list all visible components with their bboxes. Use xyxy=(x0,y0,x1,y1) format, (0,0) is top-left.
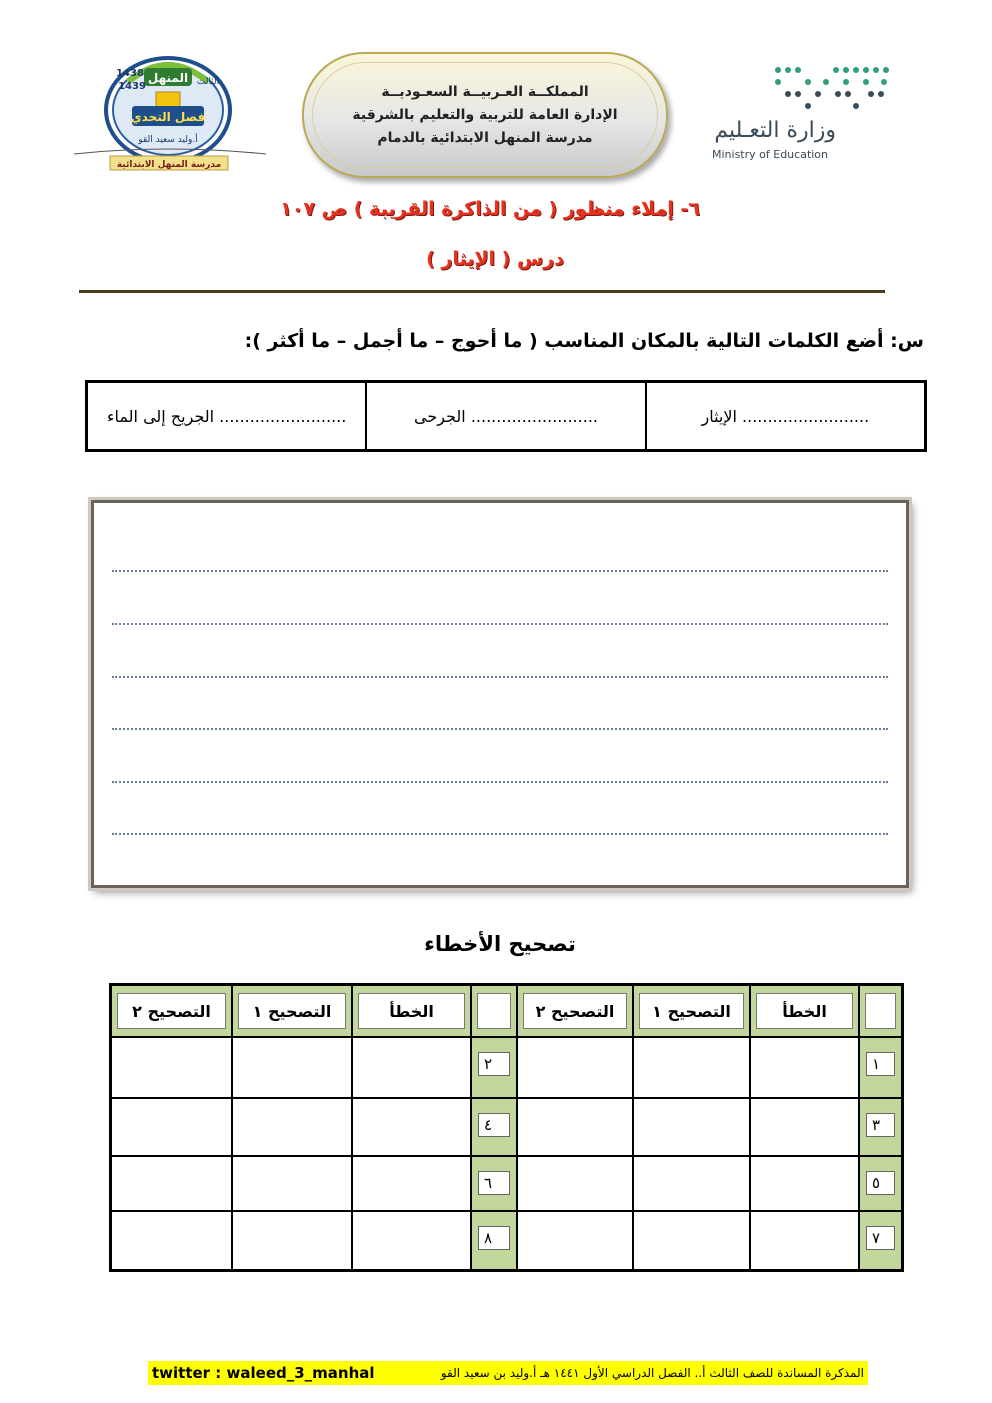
footer-bar xyxy=(148,1361,868,1385)
title-line-kingdom: المملكــة العـربيــة السعـوديــة xyxy=(381,84,589,100)
logo-grade: الثالث xyxy=(196,77,220,87)
writing-line[interactable] xyxy=(112,570,888,572)
row-number-cell: ٥ xyxy=(859,1156,902,1211)
logo-top-label: المنهل xyxy=(147,71,189,85)
error-cell[interactable] xyxy=(352,1098,471,1156)
ministry-name-ar: وزارة التعـليم xyxy=(714,118,836,143)
footer-note: المذكرة المساندة للصف الثالث أ.. الفصل الدراسي الأول ١٤٤١ هـ أ.وليد بن سعيد القو xyxy=(440,1366,864,1380)
footer-twitter-handle[interactable]: twitter : waleed_3_manhal xyxy=(152,1364,375,1382)
title-line-school: مدرسة المنهل الابتدائية بالدمام xyxy=(377,130,593,146)
header-number-right xyxy=(859,985,902,1037)
error-cell[interactable] xyxy=(352,1211,471,1270)
ministry-dots-icon xyxy=(706,60,906,112)
error-cell[interactable] xyxy=(352,1156,471,1211)
header-correction2-right: التصحيح ٢ xyxy=(517,985,633,1037)
row-number-cell: ٦ xyxy=(471,1156,517,1211)
writing-line[interactable] xyxy=(112,676,888,678)
ministry-logo xyxy=(706,60,906,170)
correction2-cell[interactable] xyxy=(517,1098,633,1156)
word-blank-jarih[interactable]: ......................... الجريح إلى الماء xyxy=(107,406,347,426)
correction2-cell[interactable] xyxy=(111,1211,232,1270)
error-cell[interactable] xyxy=(352,1037,471,1098)
header-correction2-left: التصحيح ٢ xyxy=(111,985,232,1037)
correction2-cell[interactable] xyxy=(111,1156,232,1211)
word-blank-ithar[interactable]: ......................... الإيثار xyxy=(645,383,924,449)
correction2-cell[interactable] xyxy=(517,1211,633,1270)
error-cell[interactable] xyxy=(750,1098,859,1156)
corrections-title: تصحيح الأخطاء xyxy=(424,932,576,956)
row-number-cell: ٧ xyxy=(859,1211,902,1270)
ministry-name-en: Ministry of Education xyxy=(712,148,829,161)
row-number-cell: ٨ xyxy=(471,1211,517,1270)
writing-line[interactable] xyxy=(112,623,888,625)
row-number-cell: ٣ xyxy=(859,1098,902,1156)
logo-center-label: فصل التحدي xyxy=(130,110,206,124)
question-text: س: أضع الكلمات التالية بالمكان المناسب ( ما أحوج – ما أجمل – ما أكثر ): xyxy=(244,330,924,352)
correction2-cell[interactable] xyxy=(111,1037,232,1098)
writing-line[interactable] xyxy=(112,781,888,783)
school-logo xyxy=(70,52,270,177)
correction1-cell[interactable] xyxy=(232,1037,352,1098)
error-cell[interactable] xyxy=(750,1037,859,1098)
words-table xyxy=(85,380,927,452)
correction1-cell[interactable] xyxy=(633,1211,750,1270)
header-error-right: الخطأ xyxy=(750,985,859,1037)
corrections-table xyxy=(109,983,904,1272)
error-cell[interactable] xyxy=(750,1156,859,1211)
correction1-cell[interactable] xyxy=(633,1037,750,1098)
title-line-administration: الإدارة العامة للتربية والتعليم بالشرقية xyxy=(352,107,618,123)
correction1-cell[interactable] xyxy=(232,1156,352,1211)
correction1-cell[interactable] xyxy=(633,1098,750,1156)
header-correction1-right: التصحيح ١ xyxy=(633,985,750,1037)
logo-year-2: 1439 xyxy=(118,81,146,92)
dictation-writing-area[interactable] xyxy=(91,500,909,888)
correction1-cell[interactable] xyxy=(232,1098,352,1156)
header-divider xyxy=(79,290,885,293)
row-number-cell: ٢ xyxy=(471,1037,517,1098)
writing-line[interactable] xyxy=(112,833,888,835)
correction2-cell[interactable] xyxy=(111,1098,232,1156)
header-number-left xyxy=(471,985,517,1037)
header-correction1-left: التصحيح ١ xyxy=(232,985,352,1037)
word-blank-jarha[interactable]: ......................... الجرحى xyxy=(365,383,644,449)
row-number-cell: ٤ xyxy=(471,1098,517,1156)
correction1-cell[interactable] xyxy=(232,1211,352,1270)
error-cell[interactable] xyxy=(750,1211,859,1270)
logo-teacher: أ.وليد سعيد القو xyxy=(138,135,198,145)
correction1-cell[interactable] xyxy=(633,1156,750,1211)
logo-year-1: 1438 xyxy=(116,68,144,79)
lesson-subheading: درس ( الإيثار ) xyxy=(426,248,564,270)
correction2-cell[interactable] xyxy=(517,1156,633,1211)
writing-line[interactable] xyxy=(112,728,888,730)
correction2-cell[interactable] xyxy=(517,1037,633,1098)
row-number-cell: ١ xyxy=(859,1037,902,1098)
header-title-box xyxy=(302,52,668,178)
header-error-left: الخطأ xyxy=(352,985,471,1037)
logo-banner: مدرسة المنهل الابتدائية xyxy=(116,160,222,170)
lesson-heading: ٦- إملاء منظور ( من الذاكرة القريبة ) ص ١٠٧ xyxy=(280,198,700,220)
